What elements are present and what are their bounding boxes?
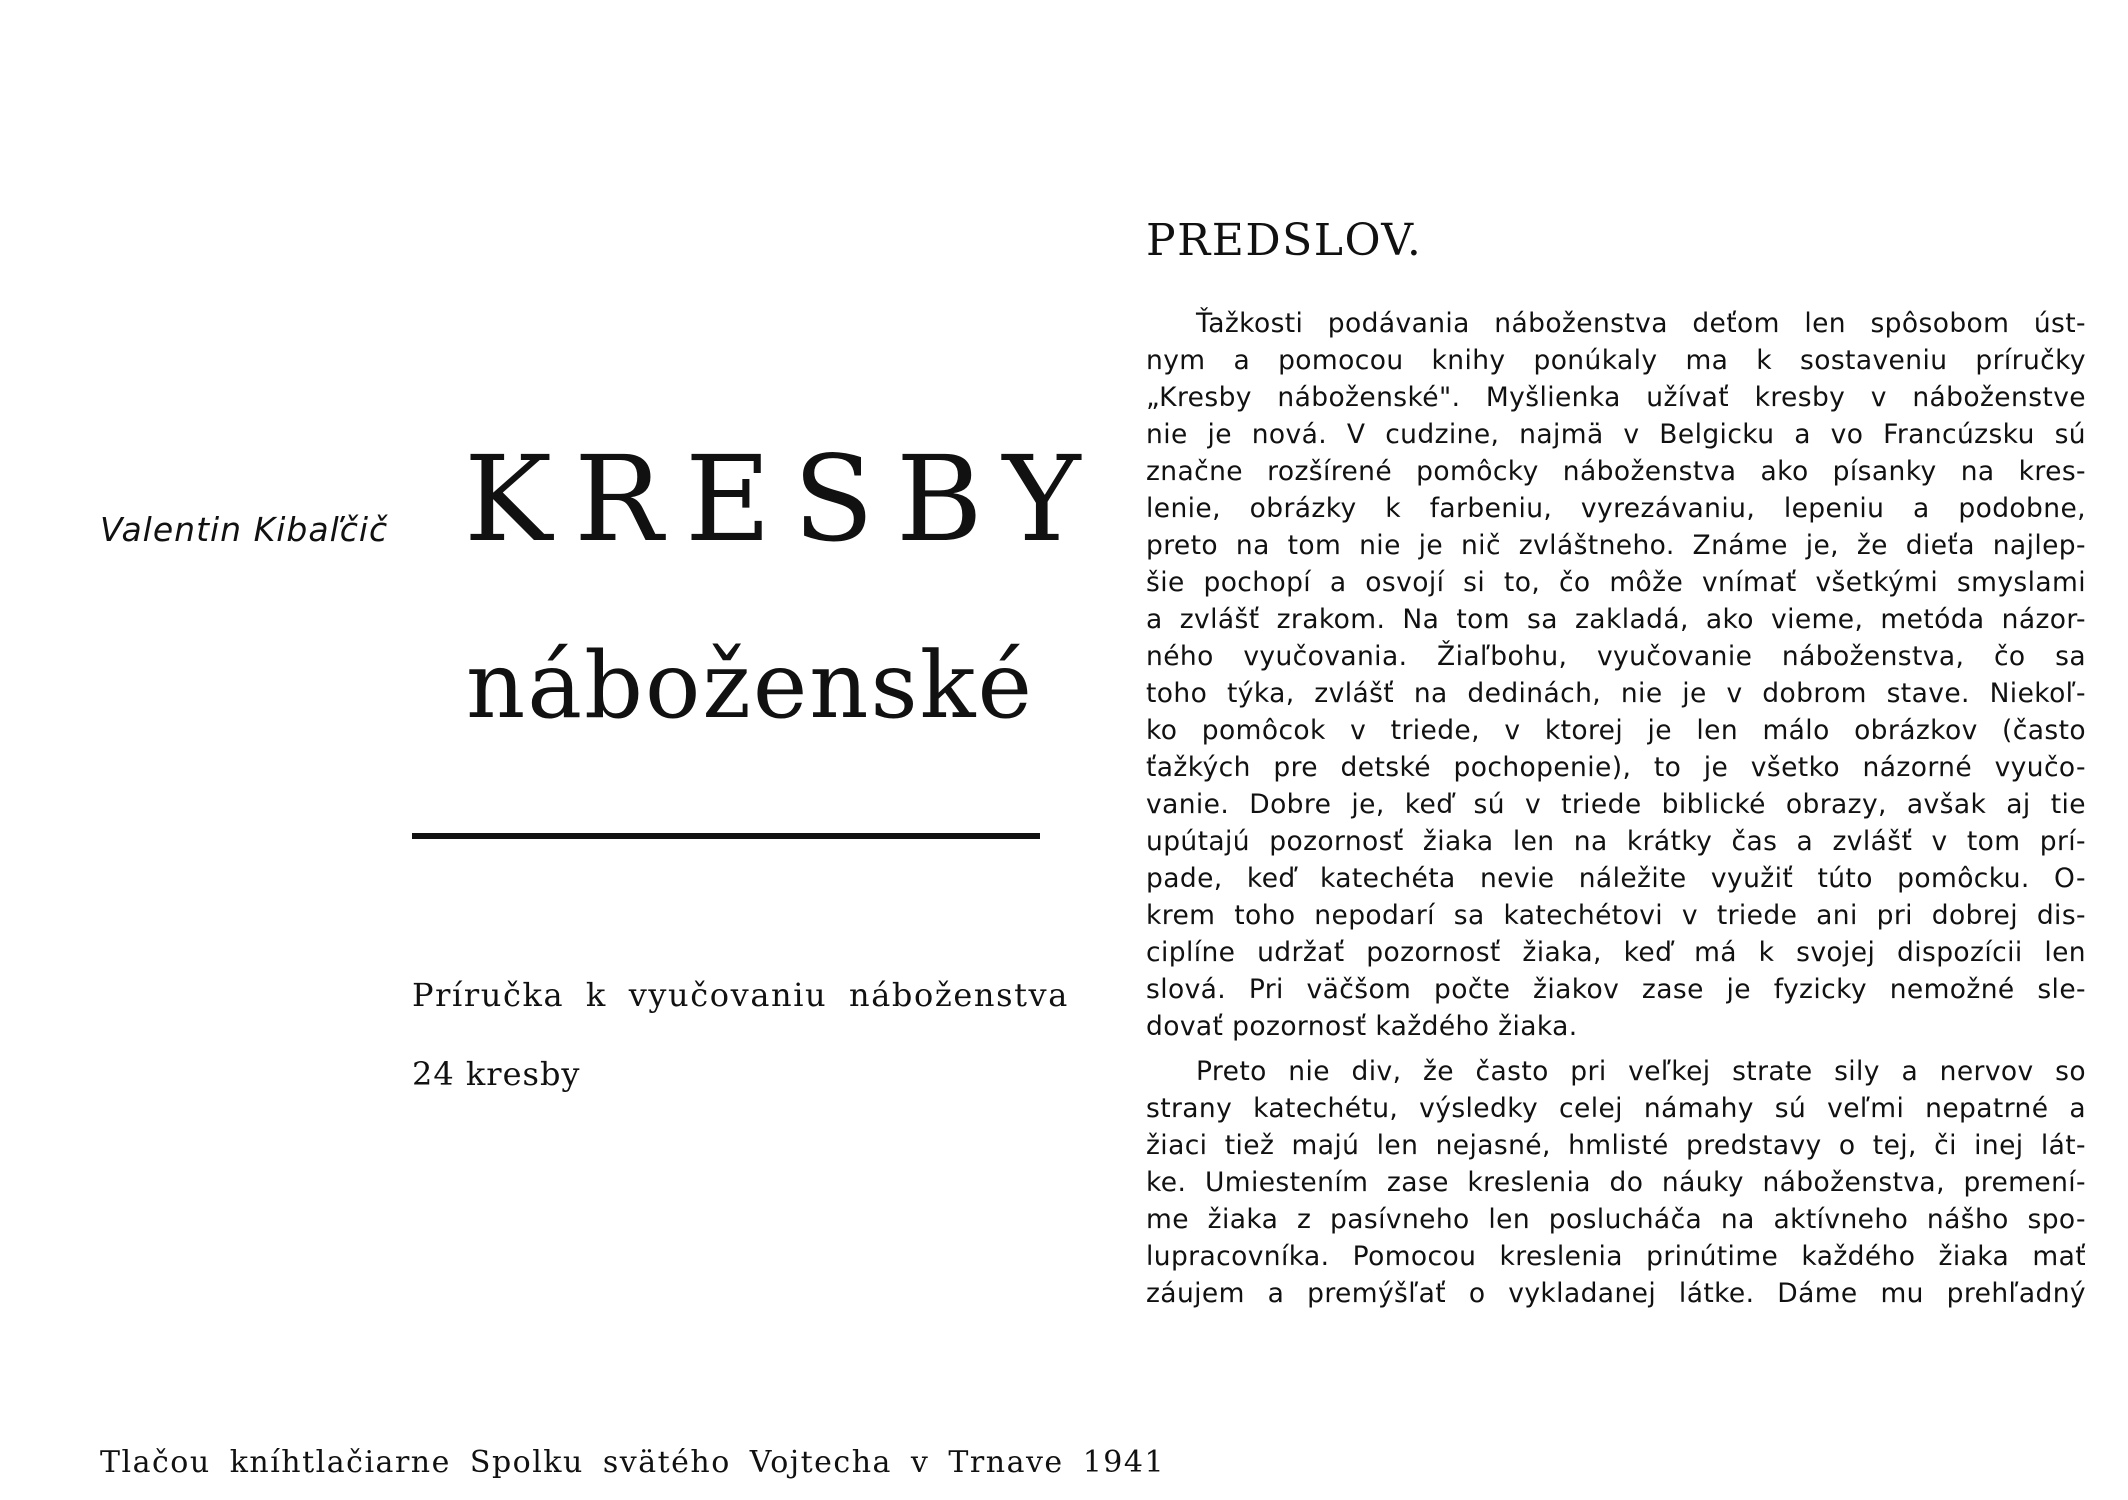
preface-line: upútajú pozornosť žiaka len na krátky čas a zvlášť v tom prí- [1146, 826, 2086, 857]
preface-line: nie je nová. V cudzine, najmä v Belgicku a vo Francúzsku sú [1146, 419, 2086, 450]
preface-line: Preto nie div, že často pri veľkej strate sily a nervov so [1196, 1056, 2086, 1087]
preface-line: žiaci tiež majú len nejasné, hmlisté predstavy o tej, či inej lát- [1146, 1130, 2086, 1161]
preface-paragraph [1146, 1053, 2086, 1312]
preface-line: pade, keď katechéta nevie náležite využiť túto pomôcku. O- [1146, 863, 2086, 894]
preface-line: ciplíne udržať pozornosť žiaka, keď má k svojej dispozícii len [1146, 937, 2086, 968]
preface-line: nym a pomocou knihy ponúkaly ma k sostaveniu príručky [1146, 345, 2086, 376]
preface-line: lenie, obrázky k farbeniu, vyrezávaniu, lepeniu a podobne, [1146, 493, 2086, 524]
preface-line: „Kresby náboženské". Myšlienka užívať kresby v náboženstve [1146, 382, 2086, 413]
preface-line: slová. Pri väčšom počte žiakov zase je fyzicky nemožné sle- [1146, 974, 2086, 1005]
preface-line: ke. Umiestením zase kreslenia do náuky náboženstva, premení- [1146, 1167, 2086, 1198]
book-title-sub: náboženské [466, 632, 1034, 739]
preface-paragraph [1146, 305, 2086, 1045]
preface-line: me žiaka z pasívneho len poslucháča na aktívneho nášho spo- [1146, 1204, 2086, 1235]
preface-line: krem toho nepodarí sa katechétovi v triede ani pri dobrej dis- [1146, 900, 2086, 931]
preface-line: preto na tom nie je nič zvláštneho. Známe je, že dieťa najlep- [1146, 530, 2086, 561]
preface-text [1146, 305, 2086, 1320]
drawing-count: 24 kresby [412, 1055, 581, 1093]
preface-line: a zvlášť zrakom. Na tom sa zakladá, ako vieme, metóda názor- [1146, 604, 2086, 635]
preface-line: ťažkých pre detské pochopenie), to je všetko názorné vyučo- [1146, 752, 2086, 783]
book-title: KRESBY [464, 430, 1103, 568]
preface-line: šie pochopí a osvojí si to, čo môže vnímať všetkými smyslami [1146, 567, 2086, 598]
preface-line: ného vyučovania. Žiaľbohu, vyučovanie náboženstva, čo sa [1146, 641, 2086, 672]
preface-line: vanie. Dobre je, keď sú v triede biblické obrazy, avšak aj tie [1146, 789, 2086, 820]
title-rule [412, 833, 1040, 839]
preface-line: toho týka, zvlášť na dedinách, nie je v dobrom stave. Niekoľ- [1146, 678, 2086, 709]
preface-line: značne rozšírené pomôcky náboženstva ako písanky na kres- [1146, 456, 2086, 487]
preface-line: ko pomôcok v triede, v ktorej je len málo obrázkov (často [1146, 715, 2086, 746]
preface-line: Ťažkosti podávania náboženstva deťom len spôsobom úst- [1196, 308, 2086, 339]
preface-line: dovať pozornosť každého žiaka. [1146, 1011, 1578, 1042]
author-name: Valentin Kibaľčič [100, 510, 389, 549]
preface-line: záujem a premýšľať o vykladanej látke. Dáme mu prehľadný [1146, 1278, 2086, 1309]
printer-imprint: Tlačou kníhtlačiarne Spolku svätého Vojtecha v Trnave 1941 [100, 1445, 1166, 1480]
preface-line: strany katechétu, výsledky celej námahy sú veľmi nepatrné a [1146, 1093, 2086, 1124]
book-subtitle: Príručka k vyučovaniu náboženstva [412, 976, 1069, 1014]
preface-heading: PREDSLOV. [1146, 215, 1423, 266]
preface-line: lupracovníka. Pomocou kreslenia prinútime každého žiaka mať [1146, 1241, 2086, 1272]
